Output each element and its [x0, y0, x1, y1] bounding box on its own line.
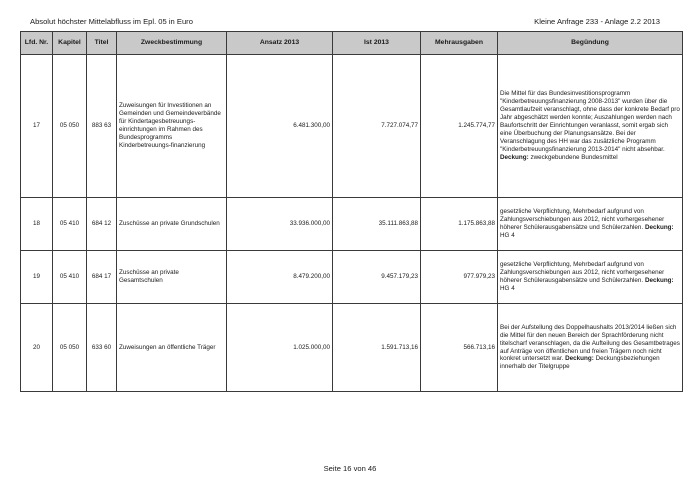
deckung-label: Deckung:: [565, 355, 594, 363]
deckung-label: Deckung:: [500, 153, 529, 161]
col-header-begruendung: Begündung: [498, 32, 683, 55]
cell-mehr: 1.175.863,88: [421, 198, 498, 251]
cell-kapitel: 05 410: [53, 198, 87, 251]
table-row: [21, 198, 683, 251]
cell-zweck: Zuweisungen an öffentliche Träger: [117, 304, 227, 392]
cell-begruendung: [498, 198, 683, 251]
deckung-text: zweckgebundene Bundesmittel: [530, 153, 618, 161]
deckung-text: HG 4: [500, 231, 515, 239]
page-number: Seite 16 von 46: [323, 464, 377, 473]
cell-ist: 1.591.713,16: [333, 304, 421, 392]
cell-begruendung: [498, 251, 683, 304]
cell-zweck: Zuweisungen für Investitionen an Gemeinden und Gemeindeverbände für Kindertagesbetreuungs-einrichtungen im Rahmen des Bundesprogramms Kinderbetreuungs-finanzierung: [117, 55, 227, 198]
cell-nr: 18: [21, 198, 53, 251]
cell-ist: 35.111.863,88: [333, 198, 421, 251]
begruendung-text: Bei der Aufstellung des Doppelhaushalts 2013/2014 ließen sich die Mittel für den neuen Bereich der Sprachförderung nicht titelscharf veranschlagen, da die Aufteilung des Gesamtbetrages auf Anträge von öffentlichen und freien Trägern noch nicht konkret untersetzt war.: [500, 323, 680, 363]
cell-ansatz: 8.479.200,00: [227, 251, 333, 304]
cell-ansatz: 1.025.000,00: [227, 304, 333, 392]
cell-titel: 684 17: [87, 251, 117, 304]
cell-titel: 633 60: [87, 304, 117, 392]
cell-zweck: Zuschüsse an private Grundschulen: [117, 198, 227, 251]
cell-mehr: 566.713,16: [421, 304, 498, 392]
col-header-kapitel: Kapitel: [53, 32, 87, 55]
cell-titel: 684 12: [87, 198, 117, 251]
cell-kapitel: 05 050: [53, 55, 87, 198]
cell-ist: 7.727.074,77: [333, 55, 421, 198]
deckung-text: HG 4: [500, 284, 515, 292]
cell-kapitel: 05 050: [53, 304, 87, 392]
budget-table: [20, 31, 683, 392]
cell-zweck: Zuschüsse an private Gesamtschulen: [117, 251, 227, 304]
table-header-row: [21, 32, 683, 55]
cell-begruendung: [498, 304, 683, 392]
deckung-text: Deckungsbeziehungen innerhalb der Titelgruppe: [500, 355, 660, 371]
col-header-mehr: Mehrausgaben: [421, 32, 498, 55]
cell-titel: 883 63: [87, 55, 117, 198]
cell-nr: 19: [21, 251, 53, 304]
deckung-label: Deckung:: [644, 224, 674, 231]
col-header-zweck: Zweckbestimmung: [117, 32, 227, 55]
begruendung-text: gesetzliche Verpflichtung, Mehrbedarf aufgrund von Zahlungsverschiebungen aus 2012, nicht vorhergesehener höherer Schülerausgabensätze und Schülerzahlen.: [500, 208, 665, 231]
header-left: Absolut höchster Mittelabfluss im Epl. 05 in Euro: [30, 17, 193, 26]
cell-kapitel: 05 410: [53, 251, 87, 304]
table-row: [21, 304, 683, 392]
cell-nr: 17: [21, 55, 53, 198]
cell-nr: 20: [21, 304, 53, 392]
cell-ansatz: 6.481.300,00: [227, 55, 333, 198]
col-header-nr: Lfd. Nr.: [21, 32, 53, 55]
cell-mehr: 977.979,23: [421, 251, 498, 304]
col-header-titel: Titel: [87, 32, 117, 55]
table-row: [21, 251, 683, 304]
col-header-ist: Ist 2013: [333, 32, 421, 55]
cell-ist: 9.457.179,23: [333, 251, 421, 304]
begruendung-text: gesetzliche Verpflichtung, Mehrbedarf aufgrund von Zahlungsverschiebungen aus 2012, nicht vorhergesehener höherer Schülerausgabensätze und Schülerzahlen.: [500, 261, 665, 284]
col-header-ansatz: Ansatz 2013: [227, 32, 333, 55]
deckung-label: Deckung:: [644, 277, 674, 284]
cell-begruendung: [498, 55, 683, 198]
table-row: [21, 55, 683, 198]
header-right: Kleine Anfrage 233 - Anlage 2.2 2013: [534, 17, 660, 26]
begruendung-text: Die Mittel für das Bundesinvestitionsprogramm "Kinderbetreuungsfinanzierung 2008-2013" wurden über die Gesamtlaufzeit veranschlagt, ohne dass der konkrete Bedarf pro Jahr abgeschätzt werden konnte; Auszahlungen werden nach Baufortschritt der Einrichtungen veranlasst, somit ergab sich eine Überbuchung der Planungsansätze. Bei der Veranschlagung des HH war das zusätzliche Programm "Kinderbetreuungsfinanzierung 2013-2014" nicht absehbar.: [500, 90, 680, 153]
cell-mehr: 1.245.774,77: [421, 55, 498, 198]
cell-ansatz: 33.936.000,00: [227, 198, 333, 251]
